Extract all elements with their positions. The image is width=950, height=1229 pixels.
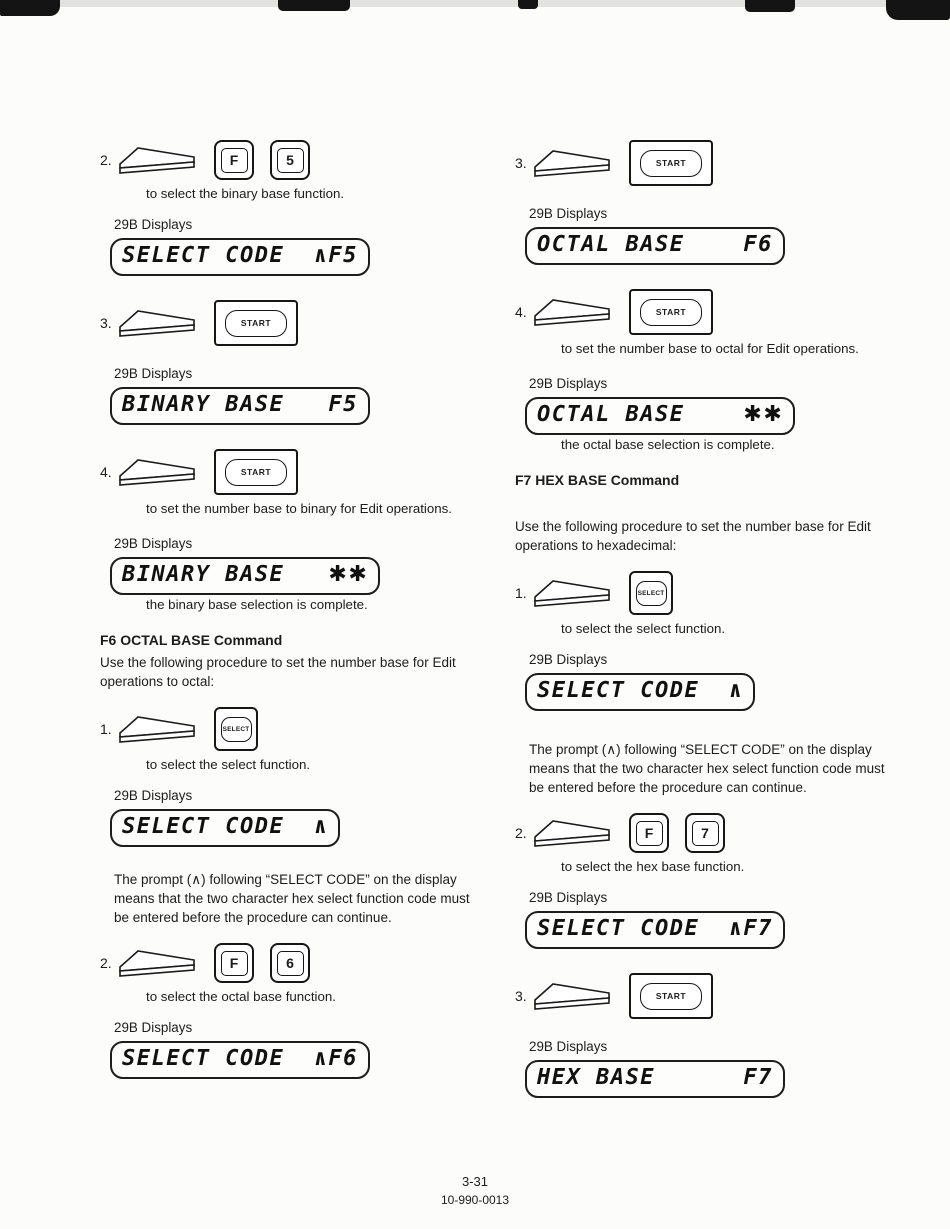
step-number: 2. bbox=[515, 825, 527, 842]
scan-artifact bbox=[886, 0, 950, 20]
lcd-display: SELECT CODE ∧F7 bbox=[525, 911, 785, 949]
f-key bbox=[214, 140, 254, 180]
display-label: 29B Displays bbox=[529, 890, 608, 906]
display-label: 29B Displays bbox=[529, 206, 608, 221]
key-label: F bbox=[221, 148, 248, 173]
key-group bbox=[629, 140, 713, 186]
procedure-step bbox=[515, 813, 897, 853]
key-group bbox=[629, 289, 713, 335]
step-number: 4. bbox=[515, 304, 527, 320]
step-number: 2. bbox=[100, 152, 112, 168]
key-label: START bbox=[640, 150, 702, 177]
programmer-unit-icon bbox=[118, 308, 196, 338]
key-label: START bbox=[225, 459, 287, 486]
start-key bbox=[629, 140, 713, 186]
scan-artifact bbox=[278, 0, 350, 11]
section-heading: F7 HEX BASE Command bbox=[515, 472, 680, 488]
step-number: 2. bbox=[100, 955, 112, 972]
key-label: START bbox=[640, 983, 702, 1010]
start-key bbox=[214, 449, 298, 495]
key-label: START bbox=[225, 310, 287, 337]
key-label: 7 bbox=[692, 821, 719, 846]
lcd-display: OCTAL BASE F6 bbox=[525, 227, 785, 265]
lcd-display: SELECT CODE ∧F5 bbox=[110, 238, 370, 276]
f-key bbox=[214, 943, 254, 983]
step-number: 4. bbox=[100, 464, 112, 480]
lcd-display: HEX BASE F7 bbox=[525, 1060, 785, 1098]
scan-artifact bbox=[518, 0, 538, 9]
completion-note: the binary base selection is complete. bbox=[146, 597, 368, 612]
lcd-display: BINARY BASE F5 bbox=[110, 387, 370, 425]
key-label: 6 bbox=[277, 951, 304, 976]
section-intro: Use the following procedure to set the number base for Edit operations to hexadecimal: bbox=[515, 519, 871, 553]
prompt-explanation: The prompt (∧) following “SELECT CODE” on the display means that the two character hex select function code must be entered before the procedure can continue. bbox=[529, 742, 885, 795]
programmer-unit-icon bbox=[118, 145, 196, 175]
display-label: 29B Displays bbox=[114, 1020, 193, 1036]
key-label: F bbox=[221, 951, 248, 976]
procedure-step bbox=[100, 300, 472, 346]
display-label: 29B Displays bbox=[114, 788, 193, 804]
display-label: 29B Displays bbox=[529, 1039, 608, 1055]
section-intro: Use the following procedure to set the number base for Edit operations to octal: bbox=[100, 655, 456, 689]
programmer-unit-icon bbox=[533, 148, 611, 178]
key-label: F bbox=[636, 821, 663, 846]
select-key bbox=[214, 707, 258, 751]
key-label: SELECT bbox=[636, 581, 667, 606]
step-caption: to select the binary base function. bbox=[146, 186, 345, 201]
key-group bbox=[629, 973, 713, 1019]
step-number: 1. bbox=[100, 721, 112, 738]
step-caption: to set the number base to octal for Edit operations. bbox=[561, 341, 859, 356]
section-heading: F6 OCTAL BASE Command bbox=[100, 632, 283, 648]
start-key bbox=[629, 289, 713, 335]
scan-noise-strip bbox=[0, 0, 950, 7]
right-column bbox=[515, 140, 897, 1098]
procedure-step bbox=[100, 943, 472, 983]
key-label: START bbox=[640, 299, 702, 326]
prompt-explanation: The prompt (∧) following “SELECT CODE” on the display means that the two character hex select function code must be entered before the procedure can continue. bbox=[114, 872, 470, 925]
key-label: SELECT bbox=[221, 717, 252, 742]
display-label: 29B Displays bbox=[529, 652, 608, 668]
key-group bbox=[214, 449, 298, 495]
lcd-display: BINARY BASE ✱✱ bbox=[110, 557, 380, 595]
key-group bbox=[629, 571, 673, 615]
lcd-display: SELECT CODE ∧ bbox=[110, 809, 340, 847]
start-key bbox=[214, 300, 298, 346]
programmer-unit-icon bbox=[533, 981, 611, 1011]
step-caption: to select the hex base function. bbox=[561, 859, 745, 875]
start-key bbox=[629, 973, 713, 1019]
f-key bbox=[629, 813, 669, 853]
step-number: 1. bbox=[515, 585, 527, 602]
programmer-unit-icon bbox=[118, 714, 196, 744]
procedure-step bbox=[515, 289, 897, 335]
step-number: 3. bbox=[100, 315, 112, 331]
programmer-unit-icon bbox=[118, 457, 196, 487]
select-key bbox=[629, 571, 673, 615]
scan-artifact bbox=[745, 0, 795, 12]
key-group bbox=[214, 140, 310, 180]
display-label: 29B Displays bbox=[114, 217, 193, 232]
lcd-display: SELECT CODE ∧ bbox=[525, 673, 755, 711]
step-caption: to select the select function. bbox=[561, 621, 726, 637]
procedure-step bbox=[515, 973, 897, 1019]
key-group bbox=[629, 813, 725, 853]
key-label: 5 bbox=[277, 148, 304, 173]
programmer-unit-icon bbox=[533, 297, 611, 327]
procedure-step bbox=[100, 449, 472, 495]
digit-7-key bbox=[685, 813, 725, 853]
key-group bbox=[214, 300, 298, 346]
step-caption: to select the select function. bbox=[146, 757, 311, 773]
completion-note: the octal base selection is complete. bbox=[561, 437, 775, 452]
programmer-unit-icon bbox=[533, 818, 611, 848]
procedure-step bbox=[100, 140, 472, 180]
key-group bbox=[214, 943, 310, 983]
digit-5-key bbox=[270, 140, 310, 180]
procedure-step bbox=[515, 140, 897, 186]
left-column bbox=[100, 140, 472, 1098]
document-number: 10-990-0013 bbox=[440, 1193, 510, 1207]
display-label: 29B Displays bbox=[529, 376, 608, 391]
lcd-display: OCTAL BASE ✱✱ bbox=[525, 397, 795, 435]
digit-6-key bbox=[270, 943, 310, 983]
programmer-unit-icon bbox=[118, 948, 196, 978]
step-caption: to set the number base to binary for Edit operations. bbox=[146, 501, 453, 516]
page-footer bbox=[0, 1174, 950, 1207]
display-label: 29B Displays bbox=[114, 536, 193, 551]
step-number: 3. bbox=[515, 155, 527, 171]
scan-artifact bbox=[0, 0, 60, 16]
lcd-display: SELECT CODE ∧F6 bbox=[110, 1041, 370, 1079]
key-group bbox=[214, 707, 258, 751]
step-number: 3. bbox=[515, 988, 527, 1005]
display-label: 29B Displays bbox=[114, 366, 193, 381]
procedure-step bbox=[515, 571, 897, 615]
step-caption: to select the octal base function. bbox=[146, 989, 336, 1005]
programmer-unit-icon bbox=[533, 578, 611, 608]
procedure-step bbox=[100, 707, 472, 751]
page-number: 3-31 bbox=[461, 1174, 489, 1189]
